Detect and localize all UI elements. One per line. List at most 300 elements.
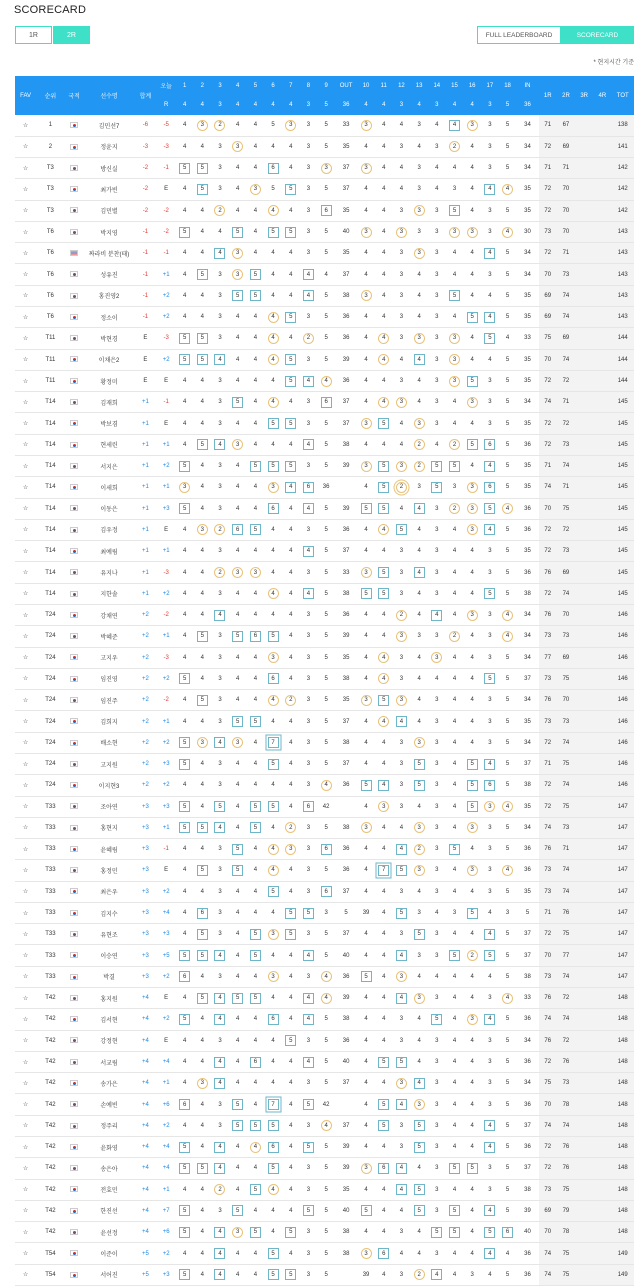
hole-score <box>357 753 375 774</box>
score-value: 5 <box>467 908 478 919</box>
score-value: 5 <box>214 801 225 812</box>
score-value: 4 <box>484 929 495 940</box>
score-value: 4 <box>182 526 187 533</box>
total-strokes: 147 <box>611 796 634 817</box>
hole-score <box>375 966 393 987</box>
score-value: 4 <box>505 1250 510 1257</box>
player-name[interactable]: 성유진 <box>84 264 135 285</box>
star-icon[interactable]: ☆ <box>22 867 29 874</box>
hole-score <box>428 796 446 817</box>
score-value: 5 <box>505 399 510 406</box>
round3-score <box>575 349 593 370</box>
score-value: 3 <box>306 633 311 640</box>
score-value: 5 <box>449 290 460 301</box>
star-icon[interactable]: ☆ <box>22 655 29 662</box>
out-total: 38 <box>335 434 357 455</box>
player-name[interactable]: 송은아 <box>84 1158 135 1179</box>
hole-score <box>499 711 517 732</box>
player-name[interactable]: 이동은 <box>84 498 135 519</box>
score-value: 4 <box>236 1037 240 1044</box>
score-value: 4 <box>289 1186 293 1193</box>
player-name[interactable]: 박현경 <box>84 328 135 349</box>
hole-score <box>410 796 428 817</box>
star-icon[interactable]: ☆ <box>22 208 29 215</box>
player-name[interactable]: 고지우 <box>84 647 135 668</box>
full-leaderboard-button[interactable]: FULL LEADERBOARD <box>477 26 561 44</box>
star-icon[interactable]: ☆ <box>22 761 29 768</box>
player-name[interactable]: 짜라비 분찬(태) <box>84 243 135 264</box>
star-icon[interactable]: ☆ <box>22 357 29 364</box>
hole-score <box>247 221 265 242</box>
player-name[interactable]: 유지나 <box>84 562 135 583</box>
star-icon[interactable]: ☆ <box>22 314 29 321</box>
score-value: 4 <box>452 675 457 682</box>
player-name[interactable]: 정주리 <box>84 1115 135 1136</box>
hole-score <box>300 604 318 625</box>
hole-score <box>463 988 481 1009</box>
round2-score: 70 <box>557 221 575 242</box>
star-icon[interactable]: ☆ <box>22 1208 29 1215</box>
player-name[interactable]: 박결 <box>84 966 135 987</box>
out-total <box>335 477 357 498</box>
total-to-par: +3 <box>134 902 156 923</box>
star-icon[interactable]: ☆ <box>22 229 29 236</box>
korea-flag-icon <box>70 122 78 128</box>
hole-score <box>211 647 229 668</box>
player-name[interactable]: 송가은 <box>84 1073 135 1094</box>
star-icon[interactable]: ☆ <box>22 676 29 683</box>
hole-score <box>481 839 499 860</box>
hole-score <box>193 1222 211 1243</box>
player-name[interactable]: 김지수 <box>84 902 135 923</box>
today-to-par: -2 <box>157 604 176 625</box>
total-to-par: -1 <box>134 221 156 242</box>
player-name[interactable]: 손예빈 <box>84 1094 135 1115</box>
hole-score <box>211 221 229 242</box>
hole-score <box>375 392 393 413</box>
score-value: 4 <box>414 354 425 365</box>
star-icon[interactable]: ☆ <box>22 186 29 193</box>
player-name[interactable]: 정윤지 <box>84 136 135 157</box>
score-value: 3 <box>218 846 222 853</box>
hole-score <box>193 924 211 945</box>
hole-score <box>300 647 318 668</box>
score-value: 5 <box>197 184 208 195</box>
today-to-par: E <box>157 988 176 1009</box>
hole-score <box>463 1094 481 1115</box>
star-icon[interactable]: ☆ <box>22 633 29 640</box>
score-value: 3 <box>306 739 311 746</box>
total-strokes: 148 <box>611 1051 634 1072</box>
star-icon[interactable]: ☆ <box>22 378 29 385</box>
star-icon[interactable]: ☆ <box>22 463 29 470</box>
star-icon[interactable]: ☆ <box>22 506 29 513</box>
hole-score <box>446 881 464 902</box>
star-icon[interactable]: ☆ <box>22 591 29 598</box>
hole-score <box>463 860 481 881</box>
score-value: 4 <box>289 633 293 640</box>
hole-score <box>393 753 411 774</box>
score-value: 5 <box>179 461 190 472</box>
player-name[interactable]: 현세린 <box>84 434 135 455</box>
score-value: 3 <box>488 654 492 661</box>
player-name[interactable]: 강정현 <box>84 1030 135 1051</box>
hole-score <box>211 583 229 604</box>
today-to-par: -3 <box>157 647 176 668</box>
score-value: 4 <box>417 526 421 533</box>
hole-score <box>317 498 335 519</box>
score-value: 2 <box>285 822 296 833</box>
star-icon[interactable]: ☆ <box>22 1229 29 1236</box>
hole-score <box>317 1200 335 1221</box>
score-value: 4 <box>417 143 421 150</box>
star-icon[interactable]: ☆ <box>22 1251 29 1258</box>
score-value: 4 <box>417 548 421 555</box>
hole-score <box>481 966 499 987</box>
star-icon[interactable]: ☆ <box>22 122 29 129</box>
score-value: 4 <box>452 399 457 406</box>
hole-score <box>428 1094 446 1115</box>
tab-round-1[interactable]: 1R <box>15 26 52 44</box>
round3-score <box>575 115 593 136</box>
hole-score <box>317 413 335 434</box>
round1-score: 76 <box>539 988 557 1009</box>
star-icon[interactable]: ☆ <box>22 995 29 1002</box>
score-value: 4 <box>382 207 386 214</box>
player-name[interactable]: 방신실 <box>84 158 135 179</box>
player-name[interactable]: 홍현지 <box>84 817 135 838</box>
score-value: 4 <box>200 1229 204 1236</box>
score-value: 5 <box>324 1207 328 1214</box>
score-value: 4 <box>452 1122 457 1129</box>
player-name[interactable]: 윤선정 <box>84 1222 135 1243</box>
player-name[interactable]: 조아연 <box>84 796 135 817</box>
player-name[interactable]: 윤화영 <box>84 1137 135 1158</box>
score-value: 4 <box>182 910 187 917</box>
player-name[interactable]: 이준이 <box>84 1243 135 1264</box>
hole-score <box>481 413 499 434</box>
player-name[interactable]: 김민선7 <box>84 115 135 136</box>
hole-score <box>264 1137 282 1158</box>
nation-cell <box>65 860 84 881</box>
score-value: 3 <box>431 652 442 663</box>
player-name[interactable]: 서교림 <box>84 1051 135 1072</box>
round2-score: 73 <box>557 541 575 562</box>
score-value: 3 <box>361 120 372 131</box>
player-name[interactable]: 이승연 <box>84 945 135 966</box>
hole-score <box>282 902 300 923</box>
round4-score <box>593 115 611 136</box>
hole-score <box>282 413 300 434</box>
score-value: 3 <box>399 314 404 321</box>
today-to-par: +2 <box>157 775 176 796</box>
hole-score <box>499 349 517 370</box>
player-name[interactable]: 정소이 <box>84 307 135 328</box>
player-name[interactable]: 이세희 <box>84 477 135 498</box>
scorecard-button[interactable]: SCORECARD <box>561 26 634 44</box>
table-header <box>15 76 634 115</box>
score-value: 5 <box>378 695 389 706</box>
hole-score <box>264 562 282 583</box>
player-name[interactable]: 홍진영2 <box>84 285 135 306</box>
star-icon[interactable]: ☆ <box>22 484 29 491</box>
score-value: 5 <box>197 269 208 280</box>
score-value: 3 <box>399 590 404 597</box>
star-icon[interactable]: ☆ <box>22 165 29 172</box>
korea-flag-icon <box>70 1016 78 1022</box>
rank-cell: T33 <box>36 902 64 923</box>
korea-flag-icon <box>70 293 78 299</box>
score-value: 3 <box>218 186 222 193</box>
hole-score <box>300 711 318 732</box>
hole-score <box>375 285 393 306</box>
header-par: 4 <box>176 96 194 116</box>
fav-cell <box>15 1200 36 1221</box>
score-value: 4 <box>431 610 442 621</box>
star-icon[interactable]: ☆ <box>22 399 29 406</box>
player-name[interactable]: 한진선 <box>84 1200 135 1221</box>
score-value: 2 <box>396 482 407 493</box>
star-icon[interactable]: ☆ <box>22 740 29 747</box>
hole-score <box>211 1179 229 1200</box>
score-value: 3 <box>399 888 404 895</box>
score-value: 4 <box>214 610 225 621</box>
korea-flag-icon <box>70 803 78 809</box>
hole-score <box>193 1051 211 1072</box>
hole-score <box>193 115 211 136</box>
player-name[interactable]: 이지현3 <box>84 775 135 796</box>
hole-score <box>247 1094 265 1115</box>
hole-score <box>428 690 446 711</box>
player-name[interactable]: 강채연 <box>84 604 135 625</box>
player-name[interactable]: 이채은2 <box>84 349 135 370</box>
star-icon[interactable]: ☆ <box>22 442 29 449</box>
hole-score <box>317 434 335 455</box>
score-value: 5 <box>505 761 510 768</box>
nation-cell <box>65 902 84 923</box>
star-icon[interactable]: ☆ <box>22 250 29 257</box>
score-value: 4 <box>236 654 240 661</box>
player-name[interactable]: 김민별 <box>84 200 135 221</box>
hole-score <box>410 753 428 774</box>
hole-score <box>317 392 335 413</box>
hole-score <box>282 370 300 391</box>
in-total: 34 <box>516 158 538 179</box>
score-value: 5 <box>268 1248 279 1259</box>
score-value: 4 <box>303 290 314 301</box>
star-icon[interactable]: ☆ <box>22 1187 29 1194</box>
score-value: 4 <box>289 335 293 342</box>
player-name[interactable]: 최가빈 <box>84 179 135 200</box>
score-value: 3 <box>488 846 492 853</box>
total-strokes: 145 <box>611 477 634 498</box>
in-total: 36 <box>516 860 538 881</box>
star-icon[interactable]: ☆ <box>22 293 29 300</box>
out-total: 38 <box>335 1009 357 1030</box>
star-icon[interactable]: ☆ <box>22 910 29 917</box>
score-value: 4 <box>303 993 314 1004</box>
star-icon[interactable]: ☆ <box>22 697 29 704</box>
star-icon[interactable]: ☆ <box>22 1102 29 1109</box>
round3-score <box>575 307 593 328</box>
player-name[interactable]: 서지은 <box>84 456 135 477</box>
score-value: 5 <box>324 335 328 342</box>
score-value: 4 <box>382 761 386 768</box>
player-name[interactable]: 홍정민 <box>84 860 135 881</box>
table-row <box>15 1030 634 1051</box>
star-icon[interactable]: ☆ <box>22 1123 29 1130</box>
korea-flag-icon <box>70 442 78 448</box>
player-name[interactable]: 임진주 <box>84 690 135 711</box>
star-icon[interactable]: ☆ <box>22 612 29 619</box>
hole-score <box>211 988 229 1009</box>
player-name[interactable]: 김우정 <box>84 519 135 540</box>
star-icon[interactable]: ☆ <box>22 1059 29 1066</box>
star-icon[interactable]: ☆ <box>22 1080 29 1087</box>
player-name[interactable]: 박혜준 <box>84 626 135 647</box>
player-name[interactable]: 최예림 <box>84 541 135 562</box>
star-icon[interactable]: ☆ <box>22 804 29 811</box>
hole-score <box>317 1179 335 1200</box>
score-value: 4 <box>236 675 240 682</box>
score-value: 4 <box>414 1078 425 1089</box>
hole-score <box>282 1051 300 1072</box>
hole-score <box>446 1051 464 1072</box>
player-name[interactable]: 김희지 <box>84 711 135 732</box>
star-icon[interactable]: ☆ <box>22 782 29 789</box>
star-icon[interactable]: ☆ <box>22 570 29 577</box>
today-to-par: +3 <box>157 924 176 945</box>
hole-score <box>282 392 300 413</box>
hole-score <box>193 775 211 796</box>
star-icon[interactable]: ☆ <box>22 846 29 853</box>
total-to-par: E <box>134 349 156 370</box>
score-value: 4 <box>303 1057 314 1068</box>
star-icon[interactable]: ☆ <box>22 931 29 938</box>
score-value: 4 <box>382 250 386 257</box>
player-name[interactable]: 배소현 <box>84 732 135 753</box>
player-name[interactable]: 김재희 <box>84 392 135 413</box>
round4-score <box>593 966 611 987</box>
score-value: 4 <box>484 1120 495 1131</box>
score-value: 3 <box>399 292 404 299</box>
player-name[interactable]: 지한솔 <box>84 583 135 604</box>
player-name[interactable]: 최은우 <box>84 881 135 902</box>
score-value: 5 <box>179 1014 190 1025</box>
star-icon[interactable]: ☆ <box>22 719 29 726</box>
hole-score <box>193 498 211 519</box>
player-name[interactable]: 황정미 <box>84 370 135 391</box>
round3-score <box>575 434 593 455</box>
star-icon[interactable]: ☆ <box>22 335 29 342</box>
star-icon[interactable]: ☆ <box>22 421 29 428</box>
hole-score <box>357 498 375 519</box>
today-to-par: +2 <box>157 732 176 753</box>
star-icon[interactable]: ☆ <box>22 548 29 555</box>
hole-score <box>375 498 393 519</box>
score-value: 4 <box>321 780 332 791</box>
header-par: 3 <box>481 96 499 116</box>
star-icon[interactable]: ☆ <box>22 974 29 981</box>
hole-score <box>264 413 282 434</box>
round4-score <box>593 1051 611 1072</box>
today-to-par: E <box>157 413 176 434</box>
score-value: 3 <box>306 1080 311 1087</box>
out-total: 37 <box>335 541 357 562</box>
player-name[interactable]: 윤혜림 <box>84 839 135 860</box>
score-value: 3 <box>417 910 421 917</box>
hole-score <box>481 1137 499 1158</box>
hole-score <box>446 158 464 179</box>
star-icon[interactable]: ☆ <box>22 1272 29 1279</box>
hole-score <box>264 1051 282 1072</box>
player-name[interactable]: 서어진 <box>84 1264 135 1285</box>
hole-score <box>247 668 265 689</box>
score-value: 4 <box>236 761 240 768</box>
rank-cell: T54 <box>36 1243 64 1264</box>
hole-score <box>393 732 411 753</box>
nation-cell <box>65 1179 84 1200</box>
star-icon[interactable]: ☆ <box>22 1038 29 1045</box>
star-icon[interactable]: ☆ <box>22 825 29 832</box>
star-icon[interactable]: ☆ <box>22 527 29 534</box>
score-value: 5 <box>285 1269 296 1280</box>
player-name[interactable]: 김서현 <box>84 1009 135 1030</box>
hole-score <box>176 753 194 774</box>
player-name[interactable]: 전효민 <box>84 1179 135 1200</box>
player-name[interactable]: 임진영 <box>84 668 135 689</box>
hole-score <box>463 1009 481 1030</box>
header-col-in: IN <box>516 76 538 96</box>
star-icon[interactable]: ☆ <box>22 889 29 896</box>
round4-score <box>593 1009 611 1030</box>
score-value: 4 <box>382 1144 386 1151</box>
round4-score <box>593 519 611 540</box>
score-value: 3 <box>414 737 425 748</box>
total-to-par: +2 <box>134 668 156 689</box>
hole-score <box>481 732 499 753</box>
player-name[interactable]: 박지영 <box>84 221 135 242</box>
hole-score <box>176 902 194 923</box>
star-icon[interactable]: ☆ <box>22 1165 29 1172</box>
score-value: 5 <box>285 227 296 238</box>
hole-score <box>282 583 300 604</box>
player-name[interactable]: 고지원 <box>84 753 135 774</box>
tab-round-2[interactable]: 2R <box>53 26 90 44</box>
score-value: 5 <box>378 482 389 493</box>
star-icon[interactable]: ☆ <box>22 1016 29 1023</box>
hole-score <box>176 136 194 157</box>
hole-score <box>317 477 335 498</box>
hole-score <box>375 1009 393 1030</box>
hole-score <box>300 285 318 306</box>
player-name[interactable]: 유현조 <box>84 924 135 945</box>
hole-score <box>446 1094 464 1115</box>
score-value: 5 <box>505 931 510 938</box>
score-value: 4 <box>236 1016 240 1023</box>
player-name[interactable]: 홍지원 <box>84 988 135 1009</box>
player-name[interactable]: 박보겸 <box>84 413 135 434</box>
hole-score <box>463 1222 481 1243</box>
rank-cell: T14 <box>36 477 64 498</box>
score-value: 3 <box>435 505 439 512</box>
today-to-par: +3 <box>157 1264 176 1285</box>
star-icon[interactable]: ☆ <box>22 953 29 960</box>
star-icon[interactable]: ☆ <box>22 272 29 279</box>
hole-score <box>193 1030 211 1051</box>
star-icon[interactable]: ☆ <box>22 144 29 151</box>
star-icon[interactable]: ☆ <box>22 1144 29 1151</box>
